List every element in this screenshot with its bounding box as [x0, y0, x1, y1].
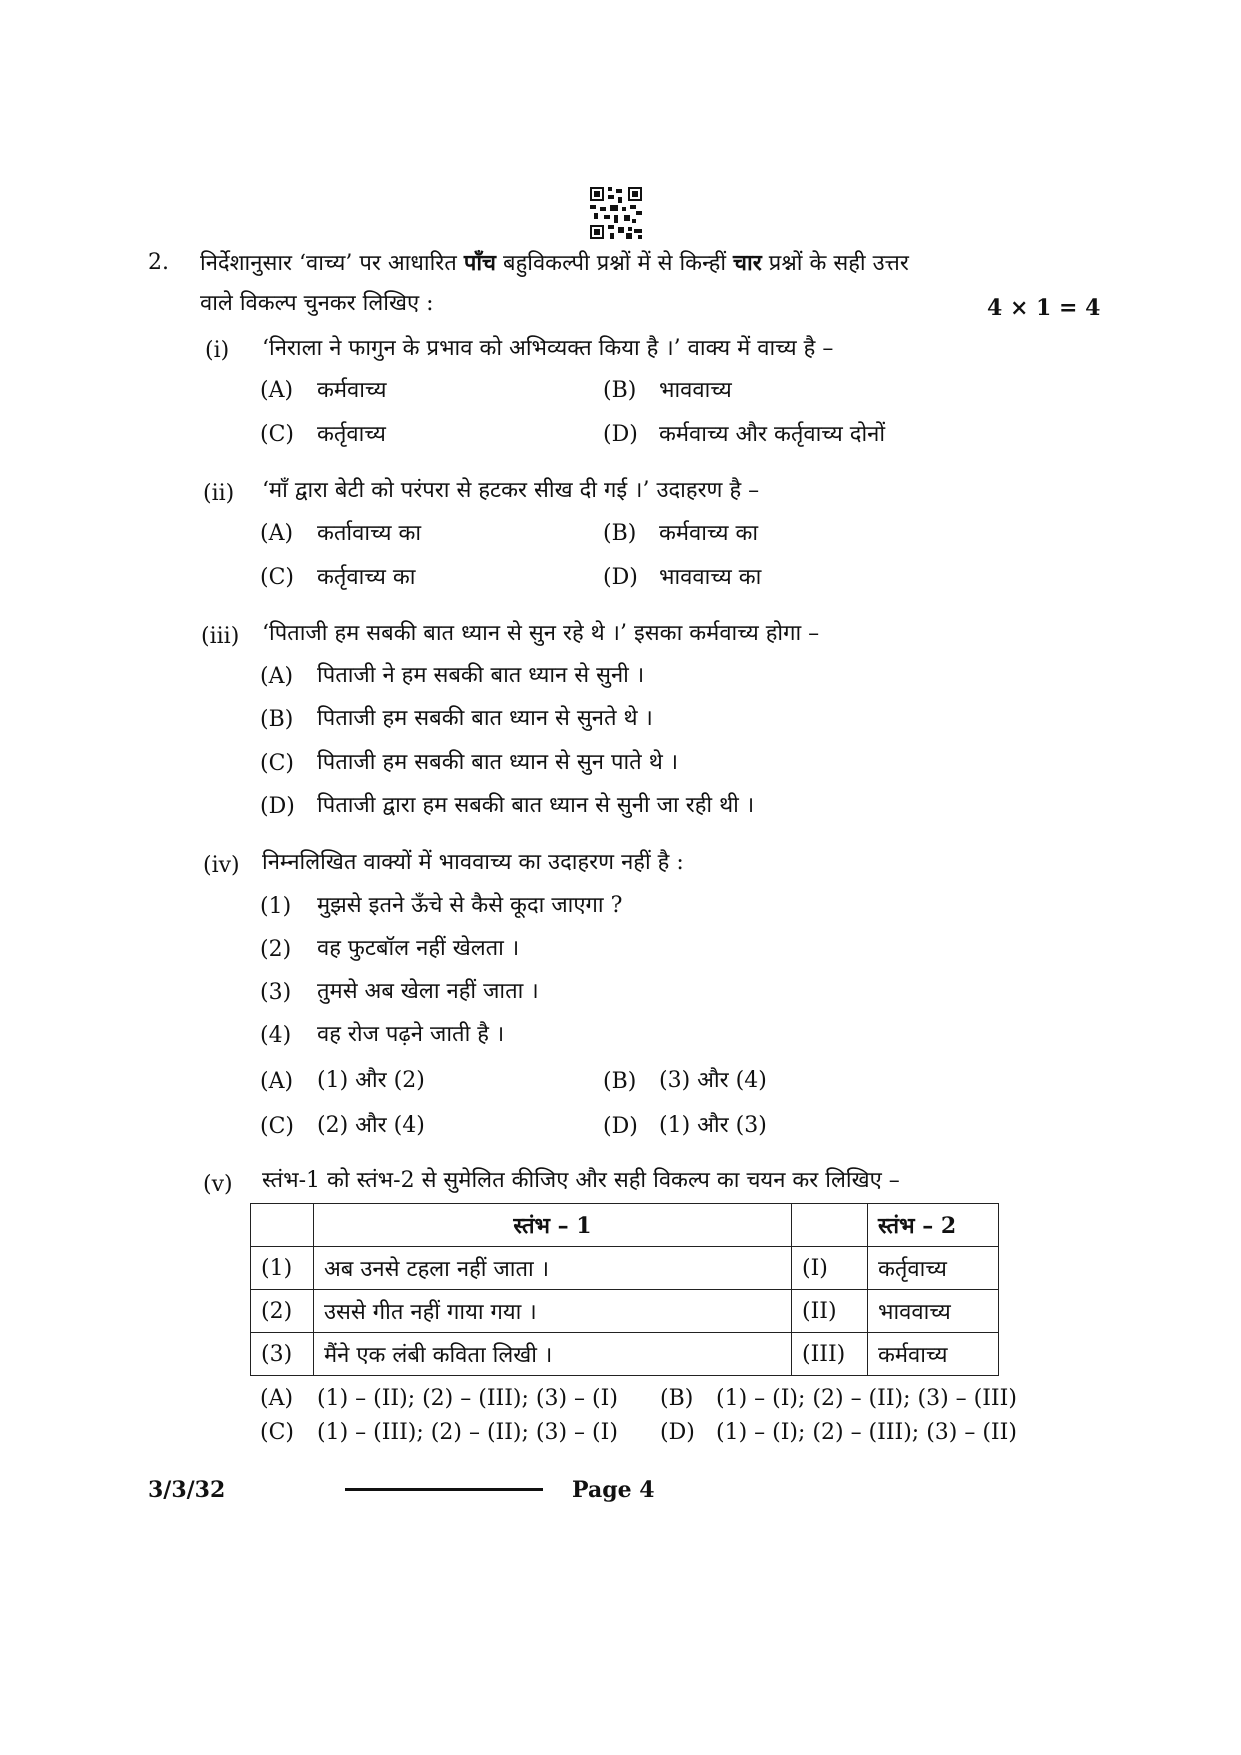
option-text: पिताजी हम सबकी बात ध्यान से सुनते थे ।	[317, 706, 653, 731]
statement-label: (4)	[260, 1023, 292, 1048]
statement-text: वह रोज पढ़ने जाती है ।	[317, 1022, 505, 1047]
subq-text: निम्नलिखित वाक्यों में भाववाच्य का उदाहरण नहीं है :	[262, 850, 684, 875]
option-text: (1) और (3)	[659, 1113, 767, 1138]
option-label: (C)	[260, 422, 294, 447]
table-row	[251, 1290, 999, 1333]
subq-text: ‘पिताजी हम सबकी बात ध्यान से सुन रहे थे ।’ इसका कर्मवाच्य होगा –	[262, 621, 820, 646]
option-text: भाववाच्य	[659, 378, 732, 403]
row-sentence: अब उनसे टहला नहीं जाता ।	[314, 1247, 792, 1290]
option-label: (D)	[603, 1114, 638, 1139]
statement-label: (1)	[260, 894, 292, 919]
option-text: कर्मवाच्य का	[659, 521, 759, 546]
paper-code: 3/3/32	[148, 1477, 226, 1503]
table-cell	[251, 1204, 314, 1247]
option-text: (1) – (I); (2) – (II); (3) – (III)	[716, 1386, 1017, 1411]
page-number: Page 4	[572, 1477, 655, 1503]
option-label: (C)	[260, 751, 294, 776]
option-text: भाववाच्य का	[659, 565, 762, 590]
option-label: (B)	[603, 378, 637, 403]
option-label: (A)	[260, 664, 294, 689]
option-text: पिताजी ने हम सबकी बात ध्यान से सुनी ।	[317, 663, 645, 688]
option-label: (D)	[260, 794, 295, 819]
subq-text: ‘निराला ने फागुन के प्रभाव को अभिव्यक्त किया है ।’ वाक्य में वाच्य है –	[262, 336, 834, 361]
table-header-row	[251, 1204, 999, 1247]
subq-text: स्तंभ-1 को स्तंभ-2 से सुमेलित कीजिए और सही विकल्प का चयन कर लिखिए –	[262, 1168, 900, 1193]
option-label: (A)	[260, 378, 294, 403]
row-voice: भाववाच्य	[868, 1290, 999, 1333]
row-roman: (II)	[792, 1290, 868, 1333]
option-label: (D)	[660, 1420, 695, 1445]
option-text: कर्मवाच्य और कर्तृवाच्य दोनों	[659, 422, 886, 447]
row-number: (1)	[251, 1247, 314, 1290]
subq-number: (iii)	[201, 624, 240, 649]
option-text: कर्तृवाच्य	[317, 422, 386, 447]
option-label: (B)	[260, 707, 294, 732]
option-text: (1) – (I); (2) – (III); (3) – (II)	[716, 1420, 1017, 1445]
row-voice: कर्मवाच्य	[868, 1333, 999, 1376]
match-table	[250, 1203, 999, 1376]
question-marks: 4 × 1 = 4	[987, 295, 1101, 321]
option-text: कर्तृवाच्य का	[317, 565, 416, 590]
table-row	[251, 1333, 999, 1376]
question-instruction: निर्देशानुसार ‘वाच्य’ पर आधारित पाँच बहुविकल्पी प्रश्नों में से किन्हीं चार प्रश्नों के सही उत्तर	[200, 250, 909, 276]
statement-label: (2)	[260, 937, 292, 962]
subq-number: (ii)	[203, 481, 235, 506]
question-number: 2.	[148, 250, 169, 275]
subq-number: (v)	[203, 1172, 233, 1197]
option-label: (A)	[260, 1386, 294, 1411]
option-text: पिताजी द्वारा हम सबकी बात ध्यान से सुनी जा रही थी ।	[317, 793, 755, 818]
option-label: (A)	[260, 521, 294, 546]
option-label: (C)	[260, 1114, 294, 1139]
option-label: (C)	[260, 1420, 294, 1445]
subq-number: (iv)	[203, 853, 240, 878]
statement-text: तुमसे अब खेला नहीं जाता ।	[317, 979, 539, 1004]
option-label: (D)	[603, 422, 638, 447]
statement-text: वह फुटबॉल नहीं खेलता ।	[317, 936, 520, 961]
row-number: (3)	[251, 1333, 314, 1376]
statement-text: मुझसे इतने ऊँचे से कैसे कूदा जाएगा ?	[317, 893, 623, 918]
question-instruction-line2: वाले विकल्प चुनकर लिखिए :	[200, 291, 434, 316]
option-text: पिताजी हम सबकी बात ध्यान से सुन पाते थे ।	[317, 750, 679, 775]
subq-number: (i)	[205, 338, 230, 363]
option-text: (1) – (II); (2) – (III); (3) – (I)	[317, 1386, 618, 1411]
footer-divider	[345, 1488, 543, 1491]
option-label: (B)	[603, 1069, 637, 1094]
row-sentence: मैंने एक लंबी कविता लिखी ।	[314, 1333, 792, 1376]
row-roman: (III)	[792, 1333, 868, 1376]
column-2-header: स्तंभ – 2	[868, 1204, 999, 1247]
option-text: कर्मवाच्य	[317, 378, 387, 403]
option-text: कर्तावाच्य का	[317, 521, 422, 546]
statement-label: (3)	[260, 980, 292, 1005]
option-label: (B)	[603, 521, 637, 546]
subq-text: ‘माँ द्वारा बेटी को परंपरा से हटकर सीख दी गई ।’ उदाहरण है –	[262, 478, 760, 503]
option-text: (3) और (4)	[659, 1068, 767, 1093]
option-label: (B)	[660, 1386, 694, 1411]
qr-code	[590, 187, 642, 239]
table-row	[251, 1247, 999, 1290]
option-label: (A)	[260, 1069, 294, 1094]
row-roman: (I)	[792, 1247, 868, 1290]
table-cell	[792, 1204, 868, 1247]
row-number: (2)	[251, 1290, 314, 1333]
option-text: (1) और (2)	[317, 1068, 425, 1093]
column-1-header: स्तंभ – 1	[314, 1204, 792, 1247]
option-label: (D)	[603, 565, 638, 590]
row-sentence: उससे गीत नहीं गाया गया ।	[314, 1290, 792, 1333]
option-text: (1) – (III); (2) – (II); (3) – (I)	[317, 1420, 618, 1445]
option-label: (C)	[260, 565, 294, 590]
row-voice: कर्तृवाच्य	[868, 1247, 999, 1290]
option-text: (2) और (4)	[317, 1113, 425, 1138]
